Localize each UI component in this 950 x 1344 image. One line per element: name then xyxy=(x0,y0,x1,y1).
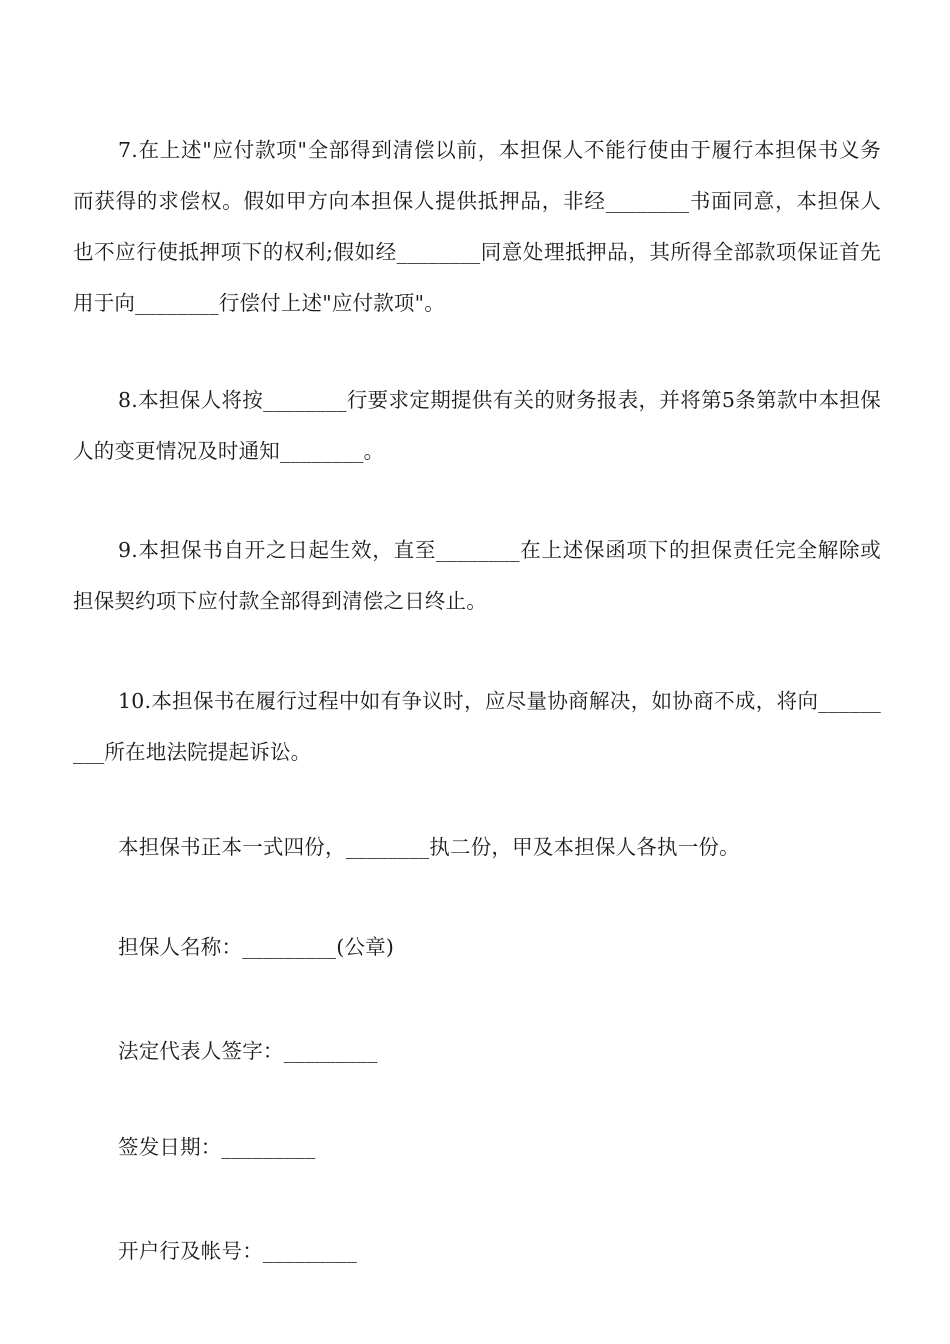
clause-9-paragraph: 9.本担保书自开之日起生效，直至________在上述保函项下的担保责任完全解除或担保契约项下应付款全部得到清偿之日终止。 xyxy=(73,538,881,613)
issue-date-field: 签发日期：_________ xyxy=(118,1135,316,1159)
clause-7-paragraph: 7.在上述"应付款项"全部得到清偿以前，本担保人不能行使由于履行本担保书义务而获得的求偿权。假如甲方向本担保人提供抵押品，非经________书面同意，本担保人也不应行使抵押项下的权利;假如经________同意处理抵押品，其所得全部款项保证首先用于向________行偿付上述"应付款项"。 xyxy=(73,138,881,315)
legal-representative-signature-field: 法定代表人签字：_________ xyxy=(118,1039,378,1063)
clause-8-paragraph: 8.本担保人将按________行要求定期提供有关的财务报表，并将第5条第款中本担保人的变更情况及时通知________。 xyxy=(73,388,881,463)
bank-account-field: 开户行及帐号：_________ xyxy=(118,1239,357,1263)
guarantor-name-field: 担保人名称：_________(公章) xyxy=(118,935,395,959)
clause-10-paragraph: 10.本担保书在履行过程中如有争议时，应尽量协商解决，如协商不成，将向_________所在地法院提起诉讼。 xyxy=(73,689,881,764)
copies-statement: 本担保书正本一式四份，________执二份，甲及本担保人各执一份。 xyxy=(118,835,740,859)
